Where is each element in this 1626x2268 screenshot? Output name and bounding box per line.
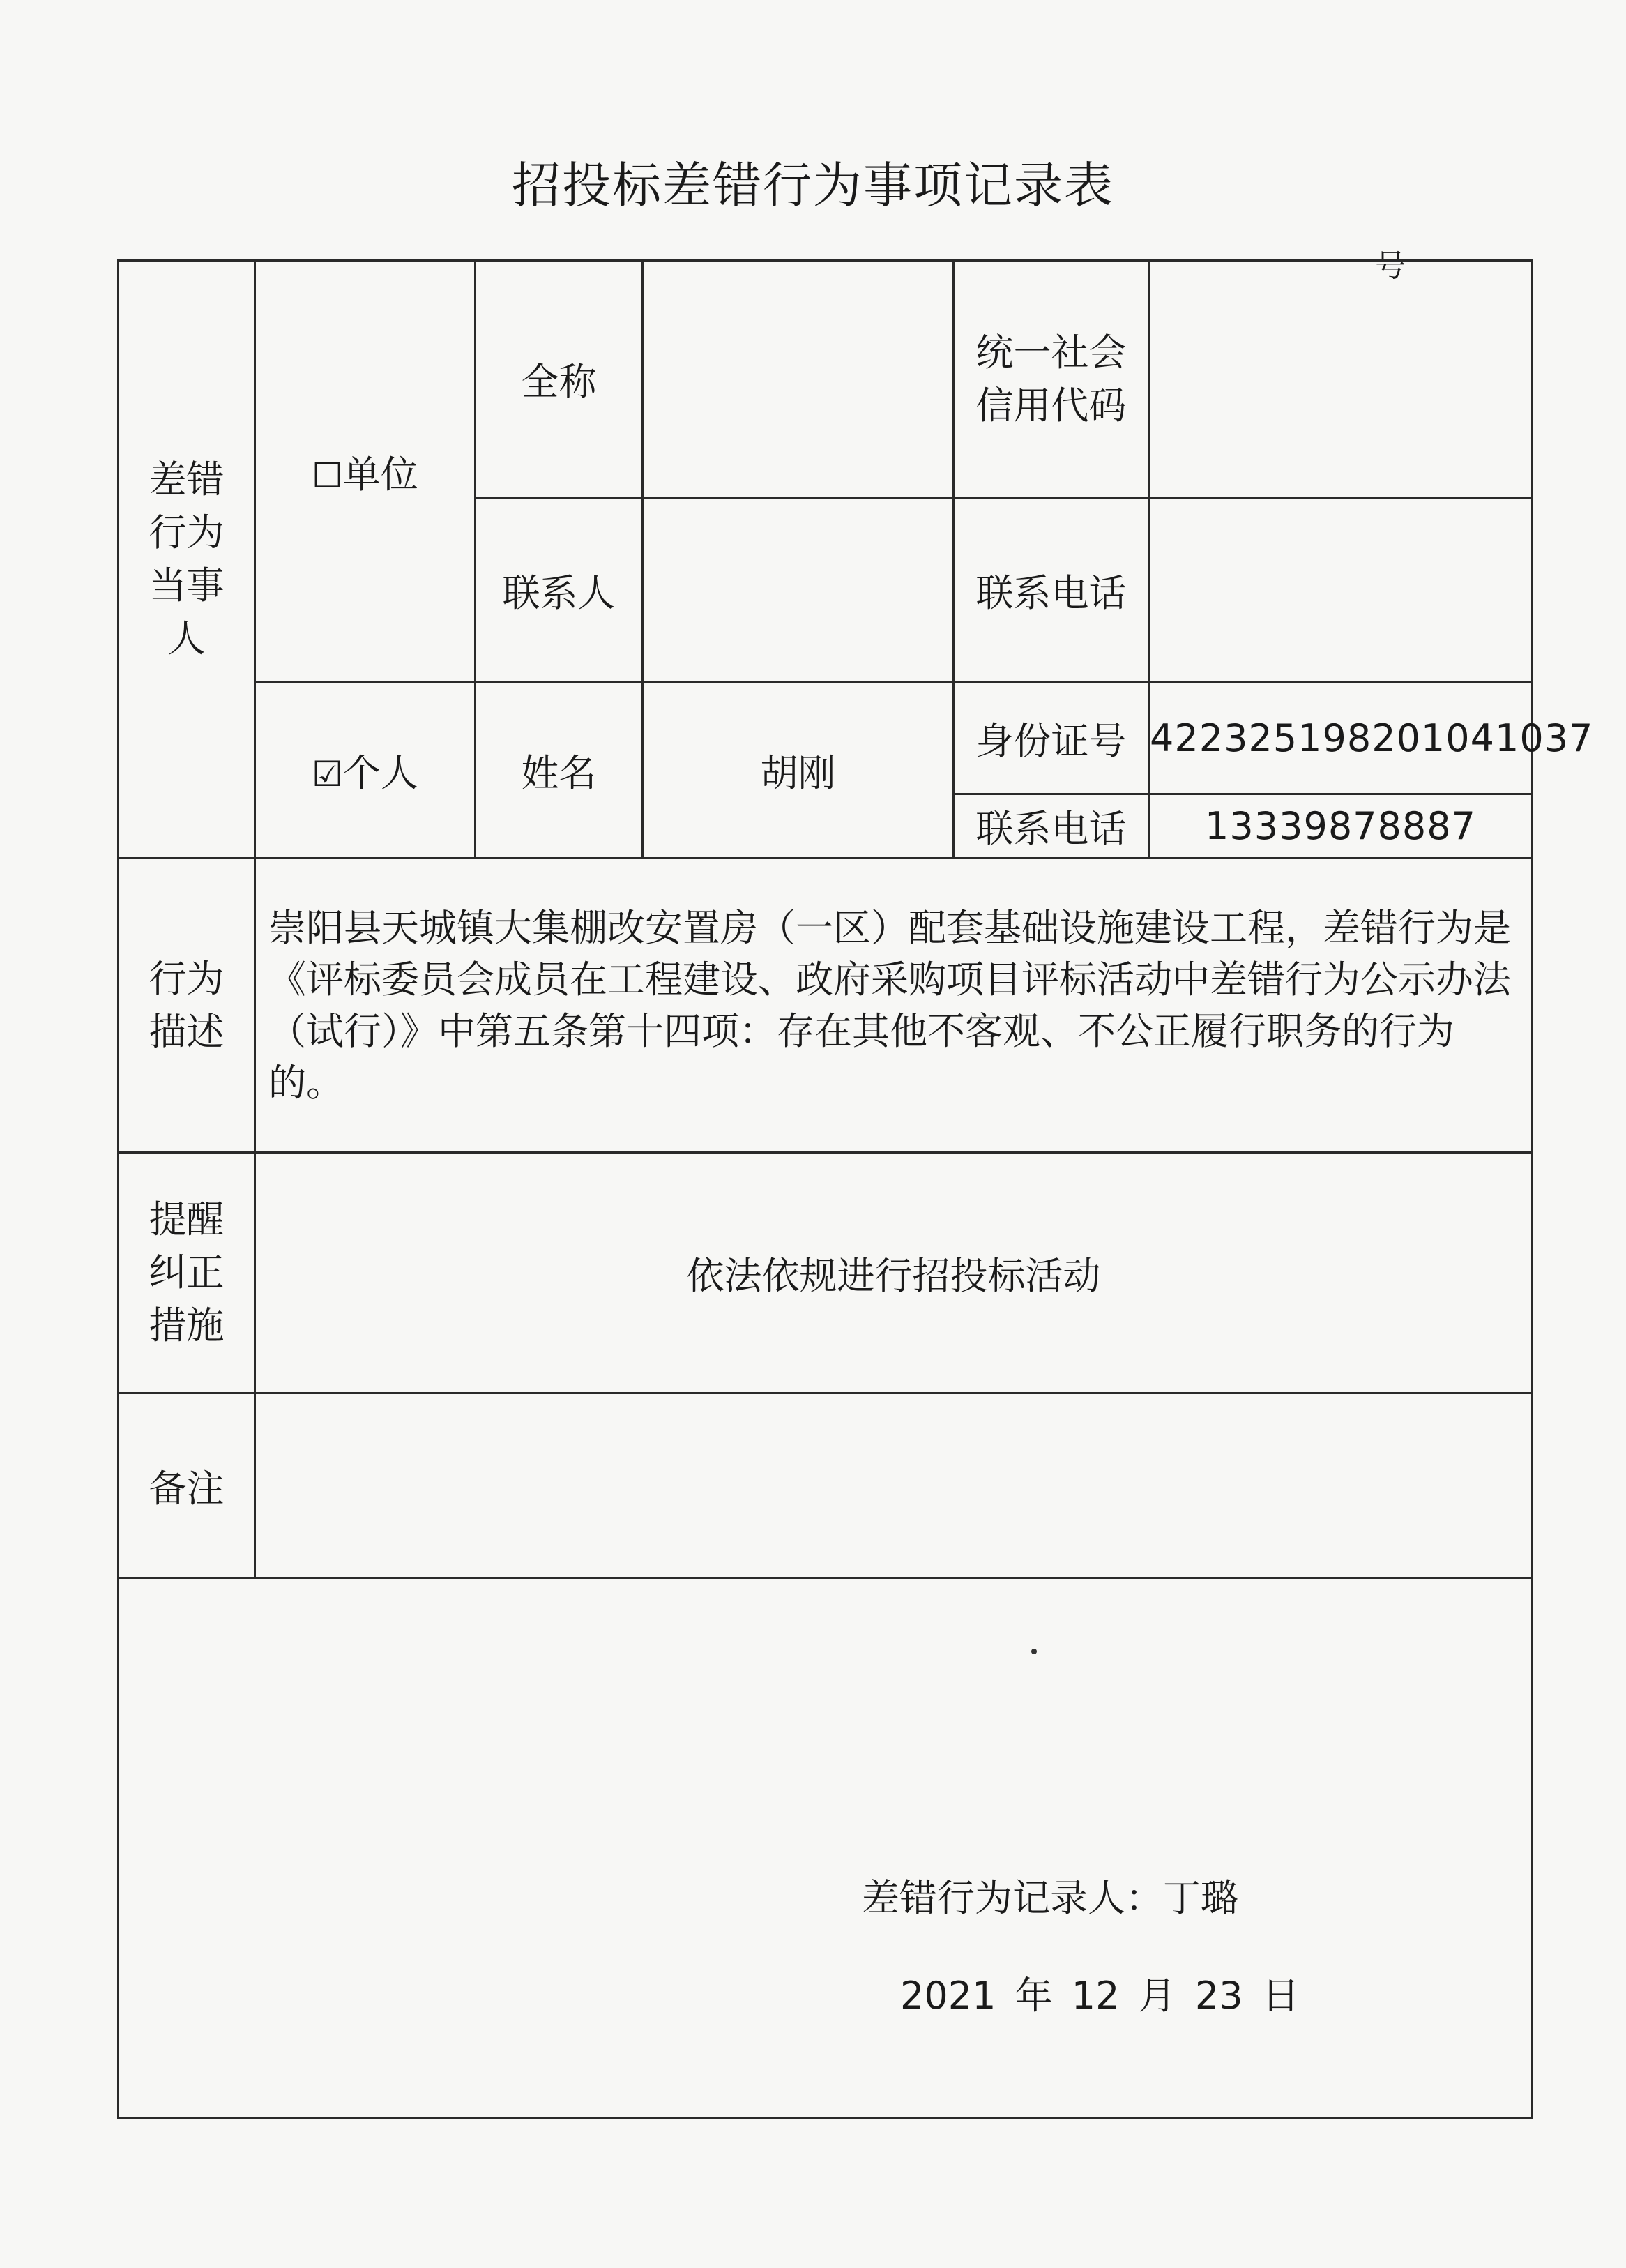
remarks-label: 备注 [119, 1393, 255, 1578]
remarks-value [255, 1393, 1533, 1578]
name-value: 胡刚 [643, 683, 954, 859]
individual-label: 个人 [342, 751, 418, 795]
date-month: 12 [1071, 1974, 1120, 2018]
unit-option[interactable] [255, 261, 476, 683]
unit-label: 单位 [342, 452, 418, 497]
recorder-line [862, 1868, 1238, 1922]
form-title: 招投标差错行为事项记录表 [512, 157, 1114, 214]
correction-text: 依法依规进行招投标活动 [255, 1153, 1533, 1393]
recorder-label: 差错行为记录人： [862, 1876, 1163, 1920]
unit-phone-value [1149, 498, 1533, 683]
full-name-value [643, 261, 954, 498]
contact-label: 联系人 [476, 498, 643, 683]
date-day: 23 [1194, 1974, 1243, 2018]
date-year: 2021 [900, 1974, 996, 2018]
recorder-name: 丁璐 [1163, 1876, 1238, 1920]
individual-phone-value: 13339878887 [1149, 794, 1533, 859]
contact-value [643, 498, 954, 683]
record-date [900, 1966, 1300, 2020]
party-label: 差错 行为 当事 人 [119, 261, 255, 859]
unit-phone-label: 联系电话 [954, 498, 1149, 683]
signature-area [119, 1578, 1533, 2119]
year-char: 年 [1015, 1974, 1053, 2018]
day-char: 日 [1261, 1974, 1300, 2018]
behavior-label: 行为 描述 [119, 859, 255, 1153]
behavior-text: 崇阳县天城镇大集棚改安置房（一区）配套基础设施建设工程，差错行为是《评标委员会成员在工程建设、政府采购项目评标活动中差错行为公示办法（试行）》中第五条第十四项：存在其他不客观、不公正履行职务的行为的。 [255, 859, 1533, 1153]
id-label: 身份证号 [954, 683, 1149, 794]
credit-code-value [1149, 261, 1533, 498]
record-table [117, 259, 1594, 2119]
name-label: 姓名 [476, 683, 643, 859]
individual-option[interactable] [255, 683, 476, 859]
month-char: 月 [1138, 1974, 1176, 2018]
unit-checkbox[interactable]: ☐ [312, 455, 343, 496]
number-label: 号 [1375, 248, 1406, 284]
id-value: 422325198201041037 [1149, 683, 1533, 794]
ink-dot [1031, 1649, 1037, 1654]
individual-checkbox[interactable]: ☑ [312, 754, 343, 794]
individual-phone-label: 联系电话 [954, 794, 1149, 859]
credit-code-label: 统一社会 信用代码 [954, 261, 1149, 498]
correction-label: 提醒 纠正 措施 [119, 1153, 255, 1393]
full-name-label: 全称 [476, 261, 643, 498]
